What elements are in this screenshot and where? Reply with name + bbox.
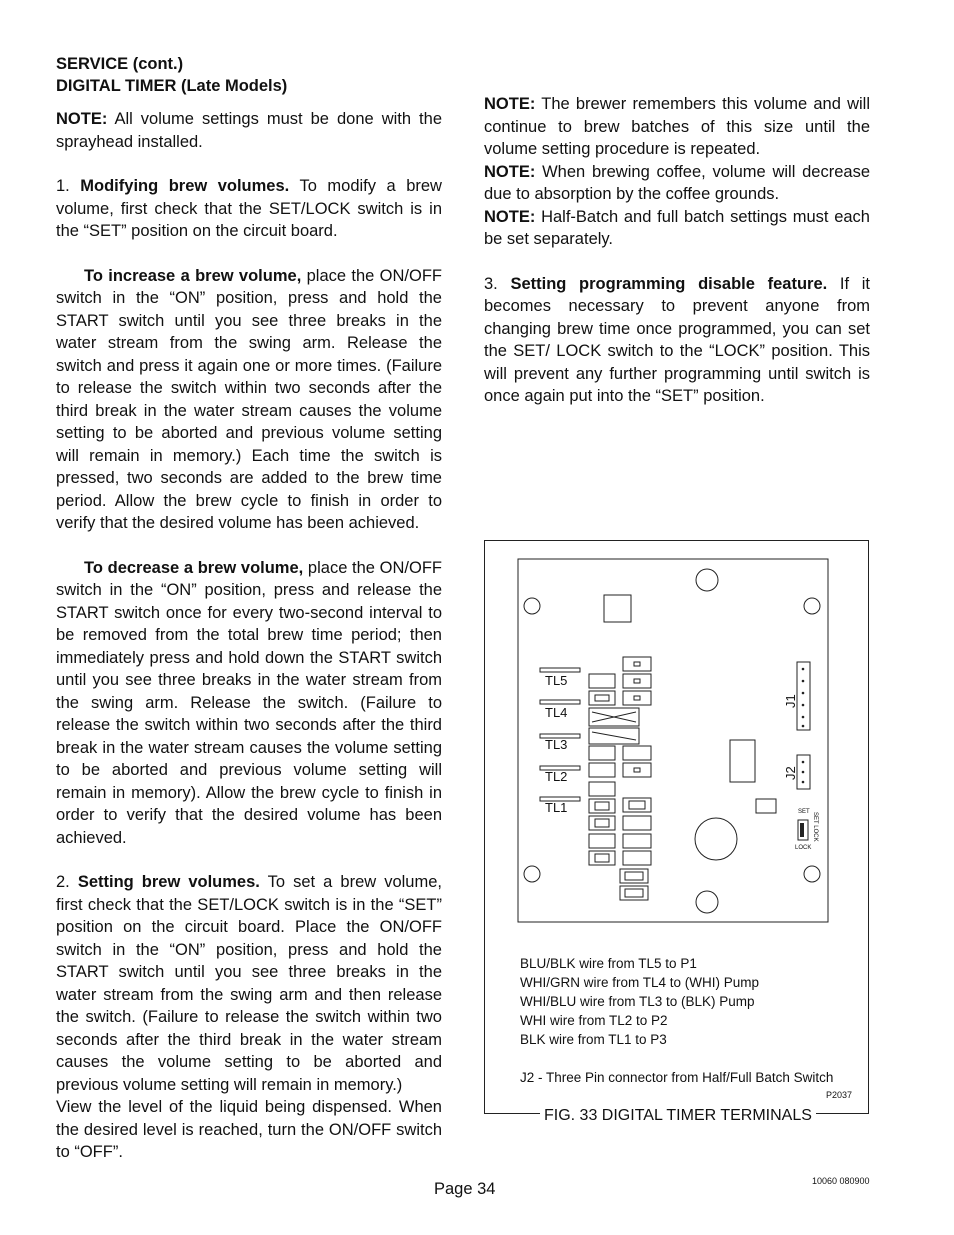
step-2-setting: 2. Setting brew volumes. To set a brew volume, first check that the SET/LOCK switch is in the “SET” position on the circuit board. Place the ON/OFF switch in the “ON” position, press and hold the START switch until you see three breaks in the water stream from the swing arm and then release the switch. (Failure to release the switch within two seconds after the third break in the water stream causes the volume setting to be aborted and previous volume setting will remain in memory.) [56,873,442,1094]
connector-j1 [797,662,810,730]
mount-hole [696,569,718,591]
ic-chip [604,595,631,622]
mount-hole [524,866,540,882]
right-column [484,93,870,408]
wire-tl4: WHI/GRN wire from TL4 to (WHI) Pump [520,975,760,990]
capacitor [695,818,737,860]
note-brewer-remembers: NOTE: The brewer remembers this volume and will continue to brew batches of this size until the volume setting procedure is repeated. [484,95,870,158]
step-1-modifying: 1. Modifying brew volumes. To modify a brew volume, first check that the SET/LOCK switch is in the “SET” position on the circuit board. [56,177,442,240]
label-set-lock-vertical: SET LOCK [812,812,818,842]
section-subheader: DIGITAL TIMER (Late Models) [56,77,288,95]
label-tl1: TL1 [545,800,568,815]
label-tl4: TL4 [545,705,568,720]
label-set: SET [798,809,810,815]
circuit-board-diagram [484,540,869,960]
page-number: Page 34 [434,1180,496,1198]
note-volume-decrease: NOTE: When brewing coffee, volume will decrease due to absorption by the coffee grounds. [484,162,870,203]
component-block [730,740,755,782]
wire-tl3: WHI/BLU wire from TL3 to (BLK) Pump [520,994,755,1009]
wire-legend [520,954,850,1087]
note-all-volume: NOTE: All volume settings must be done with the sprayhead installed. [56,110,442,151]
terminal-tl4 [540,700,580,704]
document-code: 10060 080900 [812,1176,870,1186]
mount-hole [804,866,820,882]
mount-hole [804,598,820,614]
wire-tl5: BLU/BLK wire from TL5 to P1 [520,956,697,971]
view-level-paragraph: View the level of the liquid being dispensed. When the desired level is reached, turn the ON/OFF switch to “OFF”. [56,1098,442,1161]
mount-hole [524,598,540,614]
increase-volume-paragraph: To increase a brew volume, place the ON/OFF switch in the “ON” position, press and hold the START switch until you see three breaks in the water stream from the swing arm. Release the switch and press it again one or more times. (Failure to release the switch within two seconds after the third break in the water stream causes the volume setting to be aborted and previous volume setting will remain in memory.) Each time the switch is pressed, two seconds are added to the brew time period. Allow the brew cycle to finish in order to verify that the desired volume has been achieved. [56,266,442,532]
label-lock: LOCK [795,845,812,851]
left-column [56,53,442,1164]
section-header: SERVICE (cont.) [56,55,184,73]
label-j1: J1 [783,694,798,708]
j2-note: J2 - Three Pin connector from Half/Full Batch Switch [520,1070,834,1085]
decrease-volume-paragraph: To decrease a brew volume, place the ON/OFF switch in the “ON” position, press and release the START switch once for every two-second interval to be removed from the total brew time period; then immediately press and hold down the START switch until you see three breaks in the water stream from the swing arm. Release the switch. (Failure to release the switch within two seconds after the third break in the water stream causes the volume setting to be aborted and previous volume setting will remain in memory). Allow the brew cycle to finish in order to verify that the desired volume has been achieved. [56,558,442,847]
label-tl2: TL2 [545,769,568,784]
figure-code: P2037 [826,1090,853,1100]
label-tl3: TL3 [545,737,568,752]
note-half-batch: NOTE: Half-Batch and full batch settings must each be set separately. [484,207,870,248]
label-tl5: TL5 [545,673,568,688]
wire-tl1: BLK wire from TL1 to P3 [520,1032,667,1047]
label-j2: J2 [783,766,798,780]
wire-tl2: WHI wire from TL2 to P2 [520,1013,668,1028]
component-small [756,799,776,813]
mount-hole [696,891,718,913]
figure-caption: FIG. 33 DIGITAL TIMER TERMINALS [540,1106,816,1126]
step-3-disable: 3. Setting programming disable feature. If it becomes necessary to prevent anyone from changing brew time once programmed, you can set the SET/ LOCK switch to the “LOCK” position. This will prevent any further programming until switch is once again put into the “SET” position. [484,274,870,405]
terminal-tl5 [540,668,580,672]
